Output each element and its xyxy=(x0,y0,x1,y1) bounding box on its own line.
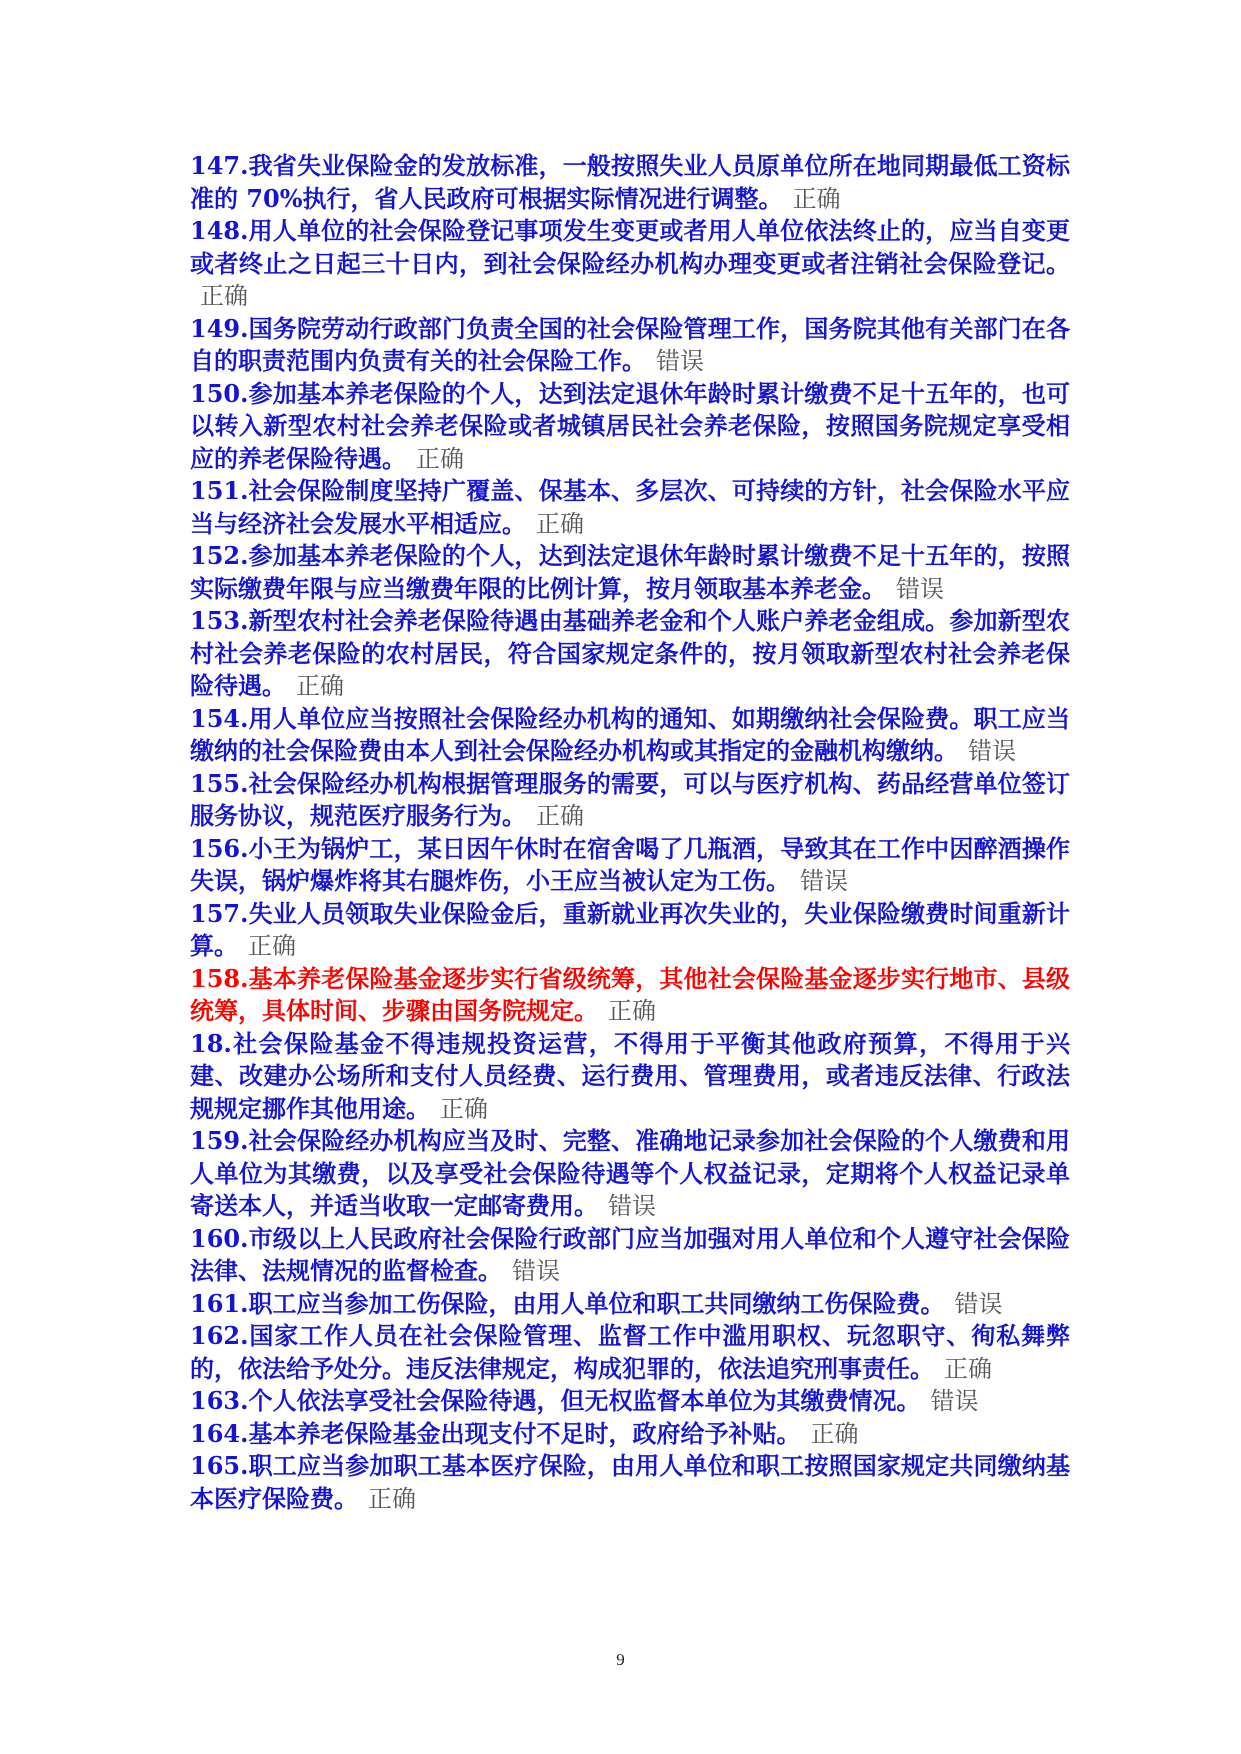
answer-text: 错误 xyxy=(512,1257,560,1285)
question-text: 148.用人单位的社会保险登记事项发生变更或者用人单位依法终止的，应当自变更或者终止之日起三十日内，到社会保险经办机构办理变更或者注销社会保险登记。 xyxy=(190,216,1070,278)
answer-text: 正确 xyxy=(200,282,248,310)
question-item xyxy=(190,1028,1070,1126)
question-text: 147.我省失业保险金的发放标准，一般按照失业人员原单位所在地同期最低工资标准的 70%执行，省人民政府可根据实际情况进行调整。 xyxy=(190,151,1070,213)
question-text: 162.国家工作人员在社会保险管理、监督工作中滥用职权、玩忽职守、徇私舞弊的，依法给予处分。违反法律规定，构成犯罪的，依法追究刑事责任。 xyxy=(190,1321,1070,1383)
question-item xyxy=(190,215,1070,313)
answer-text: 正确 xyxy=(416,444,464,473)
question-item xyxy=(190,1450,1070,1515)
answer-text: 错误 xyxy=(896,574,944,603)
highlighted-question-item xyxy=(190,963,1070,1028)
question-text: 161.职工应当参加工伤保险，由用人单位和职工共同缴纳工伤保险费。 xyxy=(190,1288,945,1318)
question-item xyxy=(190,1385,1070,1418)
question-text: 149.国务院劳动行政部门负责全国的社会保险管理工作，国务院其他有关部门在各自的职责范围内负责有关的社会保险工作。 xyxy=(190,313,1070,375)
answer-text: 正确 xyxy=(792,184,841,213)
question-text: 150.参加基本养老保险的个人，达到法定退休年龄时累计缴费不足十五年的，也可以转入新型农村社会养老保险或者城镇居民社会养老保险，按照国务院规定享受相应的养老保险待遇。 xyxy=(190,378,1070,473)
question-text: 159.社会保险经办机构应当及时、完整、准确地记录参加社会保险的个人缴费和用人单位为其缴费，以及享受社会保险待遇等个人权益记录，定期将个人权益记录单寄送本人，并适当收取一定邮寄费用。 xyxy=(190,1126,1070,1220)
question-item xyxy=(190,703,1070,768)
question-text: 156.小王为锅炉工，某日因午休时在宿舍喝了几瓶酒，导致其在工作中因醉酒操作失误，锅炉爆炸将其右腿炸伤，小王应当被认定为工伤。 xyxy=(190,833,1070,895)
question-list xyxy=(190,150,1070,1515)
question-item xyxy=(190,1418,1070,1451)
question-item xyxy=(190,898,1070,963)
question-text: 154.用人单位应当按照社会保险经办机构的通知、如期缴纳社会保险费。职工应当缴纳的社会保险费由本人到社会保险经办机构或其指定的金融机构缴纳。 xyxy=(190,703,1070,765)
answer-text: 错误 xyxy=(968,737,1016,765)
answer-text: 错误 xyxy=(656,347,704,375)
question-text: 165.职工应当参加职工基本医疗保险，由用人单位和职工按照国家规定共同缴纳基本医疗保险费。 xyxy=(190,1451,1070,1513)
question-item xyxy=(190,475,1070,540)
question-text: 157.失业人员领取失业保险金后，重新就业再次失业的，失业保险缴费时间重新计算。 xyxy=(190,898,1070,960)
question-item xyxy=(190,1125,1070,1223)
question-item xyxy=(190,833,1070,898)
question-text: 155.社会保险经办机构根据管理服务的需要，可以与医疗机构、药品经营单位签订服务协议，规范医疗服务行为。 xyxy=(190,768,1070,830)
answer-text: 正确 xyxy=(536,802,584,830)
question-item xyxy=(190,540,1070,605)
answer-text: 错误 xyxy=(608,1192,656,1220)
answer-text: 正确 xyxy=(608,997,656,1025)
question-text: 160.市级以上人民政府社会保险行政部门应当加强对用人单位和个人遵守社会保险法律、法规情况的监督检查。 xyxy=(190,1223,1070,1285)
question-item xyxy=(190,1320,1070,1385)
question-text: 151.社会保险制度坚持广覆盖、保基本、多层次、可持续的方针，社会保险水平应当与经济社会发展水平相适应。 xyxy=(190,476,1070,538)
question-text: 153.新型农村社会养老保险待遇由基础养老金和个人账户养老金组成。参加新型农村社会养老保险的农村居民，符合国家规定条件的，按月领取新型农村社会养老保险待遇。 xyxy=(190,606,1070,700)
answer-text: 正确 xyxy=(944,1354,992,1383)
question-item xyxy=(190,313,1070,378)
question-text: 158.基本养老保险基金逐步实行省级统筹，其他社会保险基金逐步实行地市、县级统筹，具体时间、步骤由国务院规定。 xyxy=(190,963,1070,1025)
question-text: 18.社会保险基金不得违规投资运营，不得用于平衡其他政府预算，不得用于兴建、改建办公场所和支付人员经费、运行费用、管理费用，或者违反法律、行政法规规定挪作其他用途。 xyxy=(190,1028,1070,1123)
answer-text: 正确 xyxy=(248,932,296,960)
answer-text: 正确 xyxy=(296,672,344,700)
question-item xyxy=(190,768,1070,833)
question-item xyxy=(190,378,1070,476)
question-item xyxy=(190,150,1070,215)
question-item xyxy=(190,1288,1070,1321)
question-text: 163.个人依法享受社会保险待遇，但无权监督本单位为其缴费情况。 xyxy=(190,1386,921,1415)
answer-text: 正确 xyxy=(810,1419,859,1448)
question-text: 152.参加基本养老保险的个人，达到法定退休年龄时累计缴费不足十五年的，按照实际缴费年限与应当缴费年限的比例计算，按月领取基本养老金。 xyxy=(190,541,1070,603)
page-number: 9 xyxy=(616,1650,625,1669)
answer-text: 正确 xyxy=(368,1484,416,1513)
answer-text: 错误 xyxy=(930,1387,979,1415)
question-item xyxy=(190,1223,1070,1288)
answer-text: 正确 xyxy=(440,1094,488,1123)
answer-text: 正确 xyxy=(536,509,584,538)
answer-text: 错误 xyxy=(954,1289,1003,1318)
question-text: 164.基本养老保险基金出现支付不足时，政府给予补贴。 xyxy=(190,1418,801,1448)
answer-text: 错误 xyxy=(800,867,848,895)
question-item xyxy=(190,605,1070,703)
